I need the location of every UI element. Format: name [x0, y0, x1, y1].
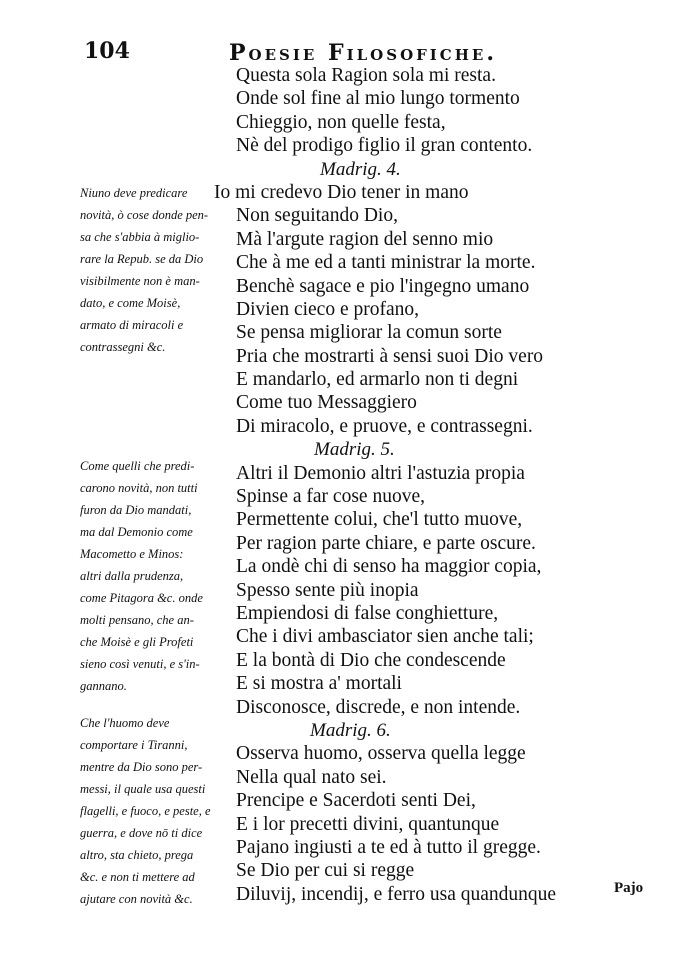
margin-note-line: altro, sta chieto, prega: [80, 848, 194, 862]
verse-line: Di miracolo, e pruove, e contrassegni.: [236, 415, 533, 437]
verse-line: Diluvij, incendij, e ferro usa quandunque: [236, 883, 557, 905]
margin-note-line: furon da Dio mandati,: [80, 503, 192, 517]
verse-line: Onde sol fine al mio lungo tormento: [236, 88, 520, 110]
margin-note-line: carono novità, non tutti: [80, 481, 198, 495]
verse-line: Io mi credevo Dio tener in mano: [214, 181, 469, 203]
madrigal-heading: Madrig. 6.: [310, 719, 391, 741]
margin-note-line: flagelli, e fuoco, e peste, e: [80, 804, 211, 818]
verse-line: Questa sola Ragion sola mi resta.: [236, 65, 496, 86]
catchword: Pajo: [614, 880, 644, 896]
margin-note: [80, 712, 240, 910]
margin-note-line: Che l'huomo deve: [80, 716, 170, 730]
margin-note-line: mentre da Dio sono per-: [80, 760, 203, 774]
verse-line: Divien cieco e profano,: [236, 298, 420, 320]
margin-note-line: ma dal Demonio come: [80, 525, 193, 539]
page-number: 104: [84, 38, 130, 64]
margin-note-line: sieno così venuti, e s'in-: [80, 657, 200, 671]
margin-note-line: dato, e come Moisè,: [80, 296, 181, 310]
verse-line: Empiendosi di false conghietture,: [236, 602, 499, 624]
margin-note-line: armato di miracoli e: [80, 318, 184, 332]
verse-line: Nella qual nato sei.: [236, 766, 387, 788]
madrigal-heading: Madrig. 5.: [314, 439, 395, 461]
margin-note-line: &c. e non ti mettere ad: [80, 870, 195, 884]
margin-note-line: Niuno deve predicare: [80, 186, 188, 200]
margin-note-line: come Pitagora &c. onde: [80, 591, 203, 605]
verse-line: Osserva huomo, osserva quella legge: [236, 743, 526, 765]
verse-line: E mandarlo, ed armarlo non ti degni: [236, 369, 519, 391]
margin-note-line: contrassegni &c.: [80, 340, 166, 354]
verse-line: La ondè chi di senso ha maggior copia,: [236, 556, 542, 578]
margin-note-line: sa che s'abbia à miglio-: [80, 230, 200, 244]
margin-note-line: rare la Repub. se da Dio: [80, 252, 204, 266]
verse-line: Se Dio per cui si regge: [236, 860, 415, 882]
margin-note-line: gannano.: [80, 679, 127, 693]
margin-note-line: visibilmente non è man-: [80, 274, 200, 288]
verse-line: Permettente colui, che'l tutto muove,: [236, 509, 523, 531]
verse-column: [214, 64, 616, 906]
margin-note-line: Come quelli che predi-: [80, 459, 195, 473]
verse-line: Nè del prodigo figlio il gran contento.: [236, 135, 533, 157]
verse-line: Come tuo Messaggiero: [236, 392, 417, 414]
verse-line: Se pensa migliorar la comun sorte: [236, 322, 502, 344]
margin-note: [80, 455, 240, 697]
verse-line: Spesso sente più inopia: [236, 579, 419, 601]
verse-line: Che i divi ambasciator sien anche tali;: [236, 626, 534, 648]
verse-line: Prencipe e Sacerdoti senti Dei,: [236, 790, 476, 812]
verse-line: E si mostra a' mortali: [236, 673, 402, 695]
margin-note-line: comportare i Tiranni,: [80, 738, 188, 752]
verse-line: E la bontà di Dio che condescende: [236, 649, 506, 671]
margin-note: [80, 182, 240, 358]
running-title: Poesie Filosofiche.: [229, 40, 498, 66]
margin-note-line: ajutare con novità &c.: [80, 892, 193, 906]
verse-line: Disconosce, discrede, e non intende.: [236, 696, 521, 718]
verse-line: Pajano ingiusti a te ed à tutto il gregge.: [236, 836, 541, 858]
verse-line: Benchè sagace e pio l'ingegno umano: [236, 275, 530, 297]
margin-note-line: messi, il quale usa questi: [80, 782, 206, 796]
verse-line: Altri il Demonio altri l'astuzia propia: [236, 462, 525, 484]
verse-line: Spinse a far cose nuove,: [236, 486, 425, 508]
verse-line: Per ragion parte chiare, e parte oscure.: [236, 532, 536, 554]
margin-note-line: altri dalla prudenza,: [80, 569, 184, 583]
margin-note-line: molti pensano, che an-: [80, 613, 194, 627]
verse-line: Mà l'argute ragion del senno mio: [236, 228, 494, 250]
verse-line: Pria che mostrarti à sensi suoi Dio vero: [236, 345, 544, 367]
verse-line: Chieggio, non quelle festa,: [236, 111, 446, 133]
verse-line: Che à me ed a tanti ministrar la morte.: [236, 252, 536, 274]
margin-note-line: novità, ò cose donde pen-: [80, 208, 209, 222]
margin-note-line: guerra, e dove nō ti dice: [80, 826, 203, 840]
verse-line: E i lor precetti divini, quantunque: [236, 813, 500, 835]
margin-note-line: che Moisè e gli Profeti: [80, 635, 194, 649]
verse-line: Non seguitando Dio,: [236, 205, 398, 227]
margin-note-line: Macometto e Minos:: [80, 547, 184, 561]
madrigal-heading: Madrig. 4.: [320, 158, 401, 180]
